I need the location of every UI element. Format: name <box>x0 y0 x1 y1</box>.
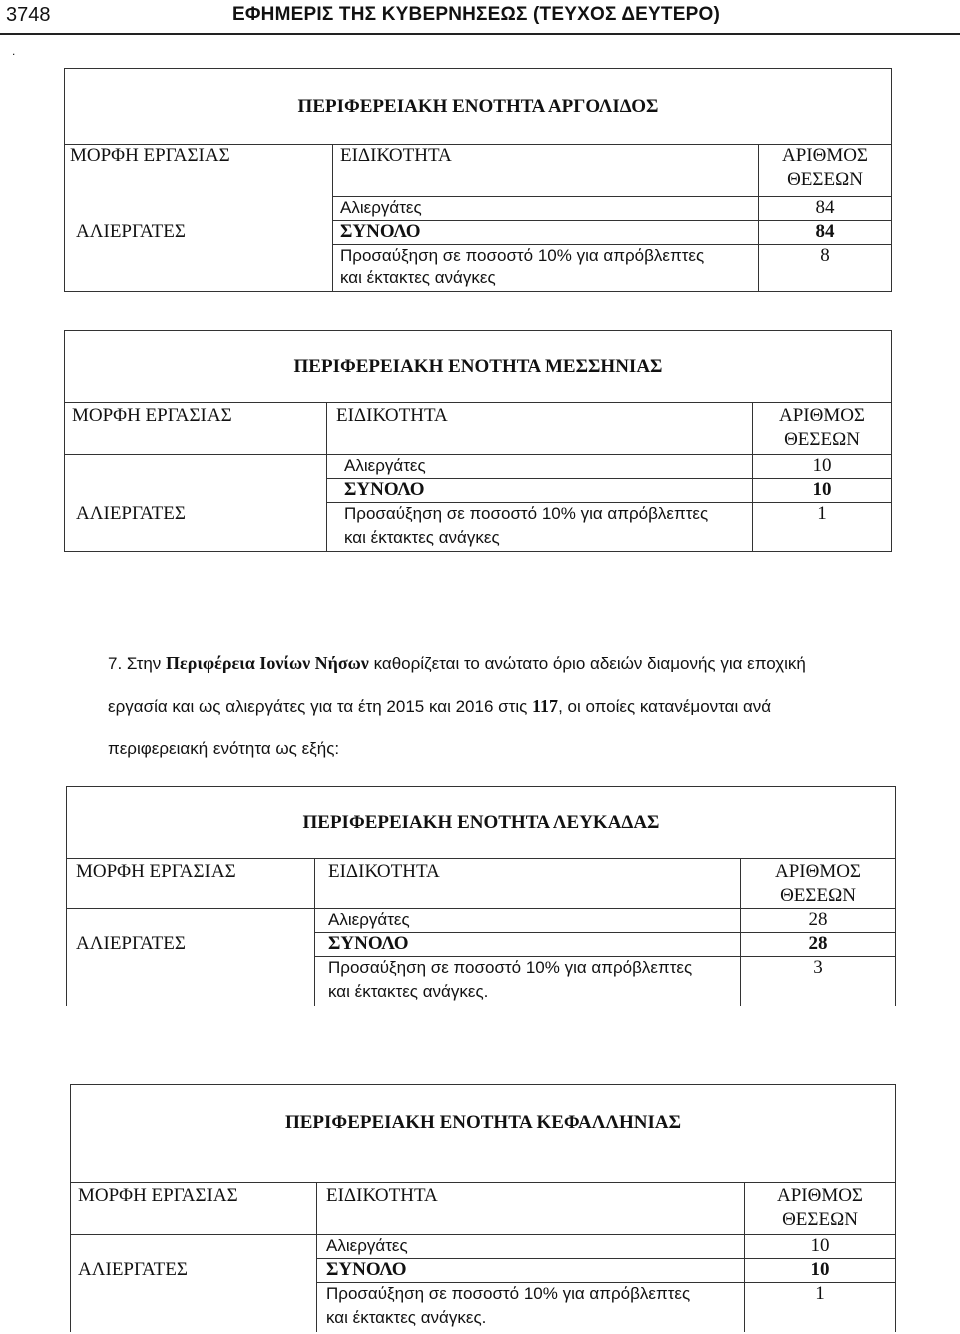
total-count: 28 <box>808 933 828 954</box>
work-form: ΑΛΙΕΡΓΑΤΕΣ <box>76 933 186 954</box>
specialty-count: 84 <box>815 197 835 218</box>
work-form: ΑΛΙΕΡΓΑΤΕΣ <box>78 1259 188 1280</box>
paragraph-7 <box>108 642 828 770</box>
paragraph-text-2: καθορίζεται το ανώτατο όριο αδειών διαμονής για εποχική εργασία και ως αλιεργάτες για τα έτη 2015 και 2016 στις <box>108 654 806 716</box>
table-title: ΠΕΡΙΦΕΡΕΙΑΚΗ ΕΝΟΤΗΤΑ ΛΕΥΚΑΔΑΣ <box>302 812 660 833</box>
total-count: 84 <box>815 221 835 242</box>
paragraph-text-1: Στην <box>126 654 162 673</box>
increase-label-line2: και έκτακτες ανάγκες. <box>328 982 489 1001</box>
region-table-kefallinias <box>70 1084 896 1332</box>
specialty-name: Αλιεργάτες <box>340 198 422 217</box>
total-label: ΣΥΝΟΛΟ <box>328 933 409 954</box>
col-header-count-2: ΘΕΣΕΩΝ <box>780 885 856 906</box>
col-header-form: ΜΟΡΦΗ ΕΡΓΑΣΙΑΣ <box>78 1185 238 1206</box>
col-header-form: ΜΟΡΦΗ ΕΡΓΑΣΙΑΣ <box>76 861 236 882</box>
table-title: ΠΕΡΙΦΕΡΕΙΑΚΗ ΕΝΟΤΗΤΑ ΚΕΦΑΛΛΗΝΙΑΣ <box>284 1112 681 1133</box>
specialty-count: 28 <box>808 909 828 930</box>
paragraph-region-bold: Περιφέρεια Ιονίων Νήσων <box>166 653 369 673</box>
region-table-messinias <box>64 330 892 552</box>
region-table-lefkadas <box>66 786 896 1006</box>
col-header-count-2: ΘΕΣΕΩΝ <box>782 1209 858 1230</box>
page-number: 3748 <box>6 4 51 26</box>
col-header-count-2: ΘΕΣΕΩΝ <box>784 429 860 450</box>
col-header-count-1: ΑΡΙΘΜΟΣ <box>778 405 865 426</box>
col-header-form: ΜΟΡΦΗ ΕΡΓΑΣΙΑΣ <box>72 405 232 426</box>
specialty-name: Αλιεργάτες <box>326 1236 408 1255</box>
paragraph-count-bold: 117 <box>532 696 559 716</box>
increase-label-line1: Προσαύξηση σε ποσοστό 10% για απρόβλεπτες <box>328 958 693 977</box>
col-header-count-1: ΑΡΙΘΜΟΣ <box>774 861 861 882</box>
region-table-argolidos <box>64 68 892 292</box>
specialty-name: Αλιεργάτες <box>328 910 410 929</box>
paragraph-text-3: , οι οποίες κατανέμονται ανά περιφερειακή ενότητα ως εξής: <box>108 697 772 758</box>
total-label: ΣΥΝΟΛΟ <box>340 221 421 242</box>
increase-count: 1 <box>815 1283 825 1304</box>
col-header-count-2: ΘΕΣΕΩΝ <box>787 169 863 190</box>
increase-count: 1 <box>817 503 827 524</box>
total-label: ΣΥΝΟΛΟ <box>326 1259 407 1280</box>
col-header-specialty: ΕΙΔΙΚΟΤΗΤΑ <box>340 145 452 166</box>
stray-mark: . <box>12 44 16 58</box>
total-label: ΣΥΝΟΛΟ <box>344 479 425 500</box>
table-title: ΠΕΡΙΦΕΡΕΙΑΚΗ ΕΝΟΤΗΤΑ ΑΡΓΟΛΙΔΟΣ <box>297 96 659 117</box>
page-header <box>0 0 960 36</box>
increase-label-line2: και έκτακτες ανάγκες <box>344 528 500 547</box>
specialty-count: 10 <box>810 1235 830 1256</box>
total-count: 10 <box>812 479 832 500</box>
paragraph-number: 7. <box>108 654 123 673</box>
total-count: 10 <box>810 1259 830 1280</box>
specialty-name: Αλιεργάτες <box>344 456 426 475</box>
increase-label-line1: Προσαύξηση σε ποσοστό 10% για απρόβλεπτες <box>344 504 709 523</box>
increase-label-line1: Προσαύξηση σε ποσοστό 10% για απρόβλεπτες <box>326 1284 691 1303</box>
col-header-form: ΜΟΡΦΗ ΕΡΓΑΣΙΑΣ <box>70 145 230 166</box>
increase-count: 3 <box>813 957 823 978</box>
specialty-count: 10 <box>812 455 832 476</box>
table-title: ΠΕΡΙΦΕΡΕΙΑΚΗ ΕΝΟΤΗΤΑ ΜΕΣΣΗΝΙΑΣ <box>293 356 663 377</box>
gazette-title: ΕΦΗΜΕΡΙΣ ΤΗΣ ΚΥΒΕΡΝΗΣΕΩΣ (ΤΕΥΧΟΣ ΔΕΥΤΕΡΟ) <box>232 4 720 25</box>
col-header-specialty: ΕΙΔΙΚΟΤΗΤΑ <box>328 861 440 882</box>
increase-count: 8 <box>820 245 830 266</box>
col-header-specialty: ΕΙΔΙΚΟΤΗΤΑ <box>326 1185 438 1206</box>
work-form: ΑΛΙΕΡΓΑΤΕΣ <box>76 221 186 242</box>
work-form: ΑΛΙΕΡΓΑΤΕΣ <box>76 503 186 524</box>
col-header-count-1: ΑΡΙΘΜΟΣ <box>781 145 868 166</box>
increase-label-line1: Προσαύξηση σε ποσοστό 10% για απρόβλεπτες <box>340 246 705 265</box>
col-header-count-1: ΑΡΙΘΜΟΣ <box>776 1185 863 1206</box>
header-rule <box>0 33 960 35</box>
increase-label-line2: και έκτακτες ανάγκες <box>340 268 496 287</box>
increase-label-line2: και έκτακτες ανάγκες. <box>326 1308 487 1327</box>
col-header-specialty: ΕΙΔΙΚΟΤΗΤΑ <box>336 405 448 426</box>
